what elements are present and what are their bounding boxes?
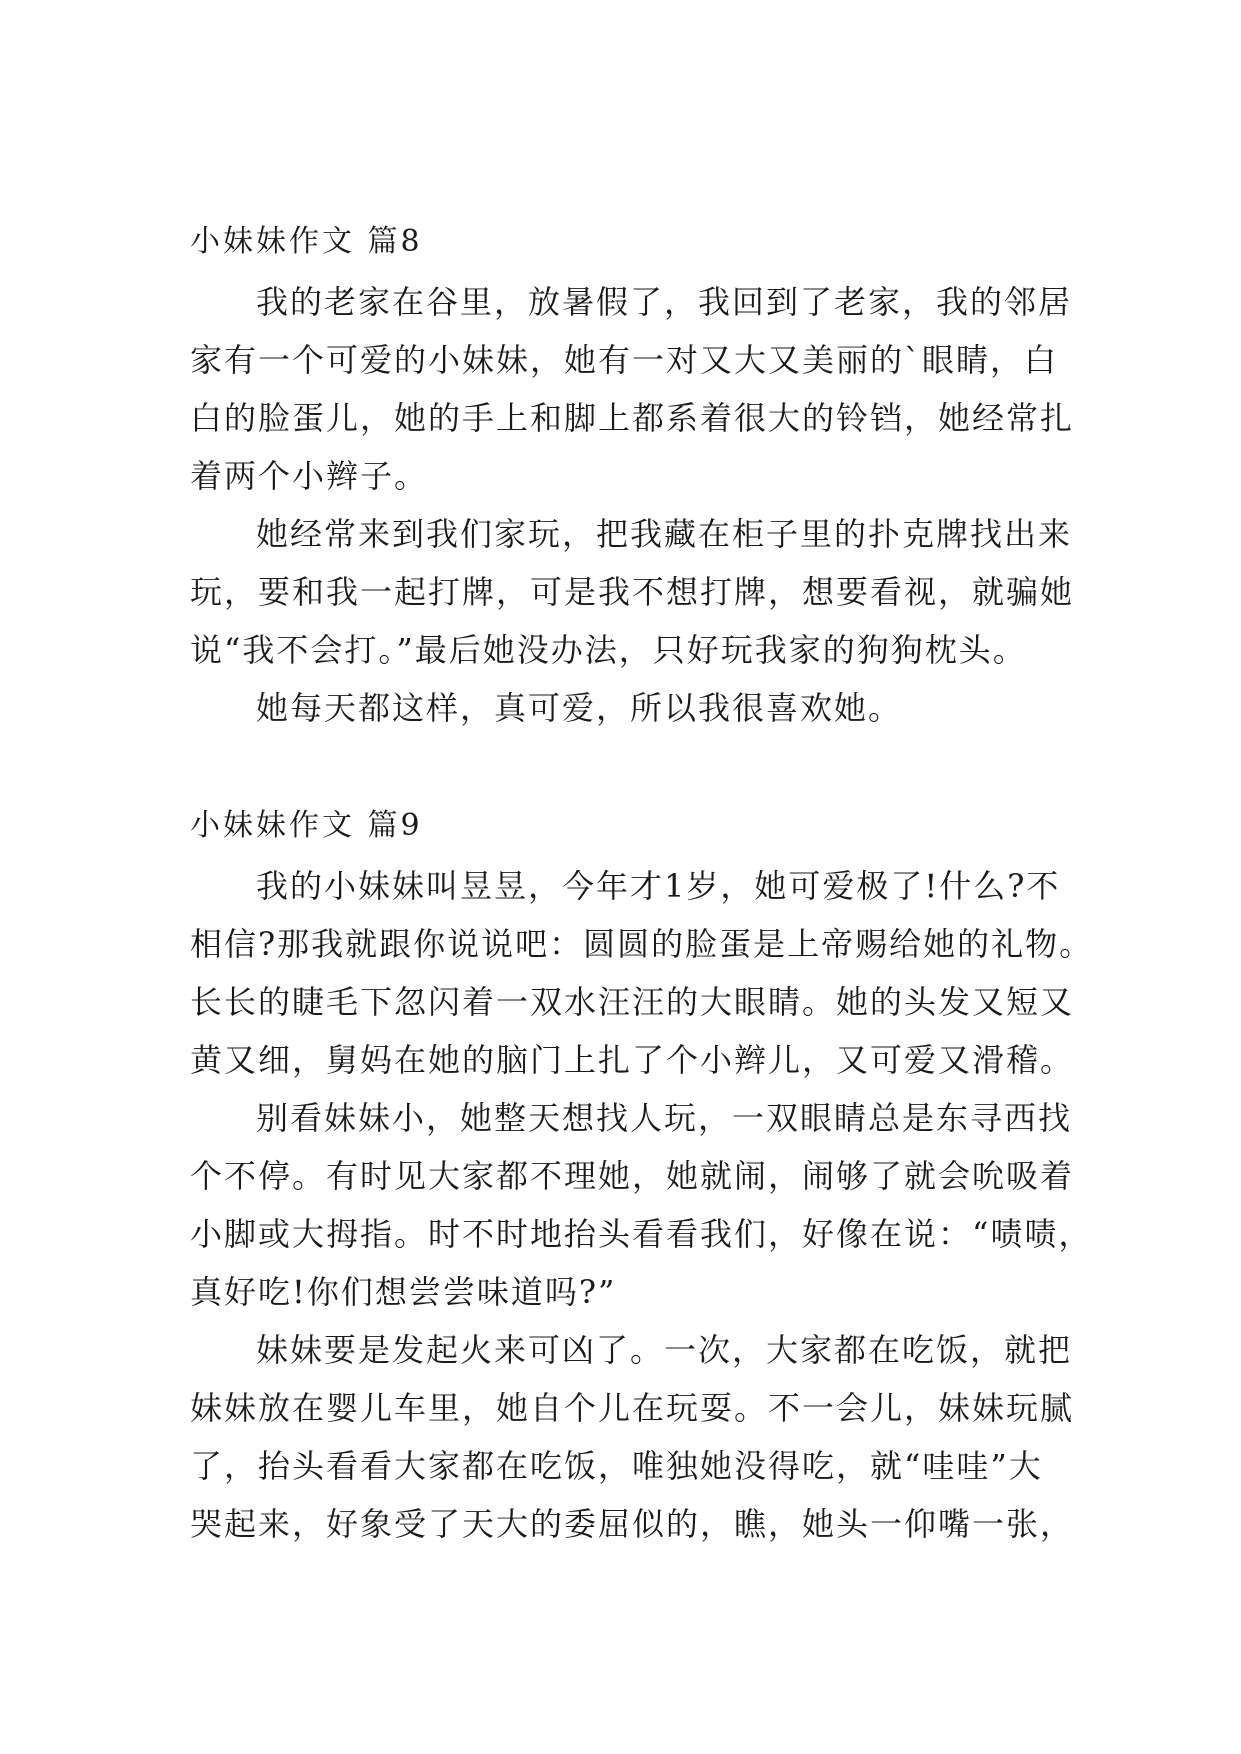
paragraph-line: 我的小妹妹叫昱昱，今年才1岁，她可爱极了!什么?不 [256, 867, 1061, 905]
section-heading: 小妹妹作文 篇8 [190, 224, 423, 259]
paragraph-line: 了，抬头看看大家都在吃饭，唯独她没得吃，就“哇哇”大 [190, 1447, 1043, 1485]
paragraph-line: 个不停。有时见大家都不理她，她就闹，闹够了就会吮吸着 [190, 1157, 1075, 1195]
paragraph-line: 她经常来到我们家玩，把我藏在柜子里的扑克牌找出来 [256, 515, 1073, 553]
paragraph-line: 着两个小辫子。 [190, 457, 429, 495]
paragraph-line: 黄又细，舅妈在她的脑门上扎了个小辫儿，又可爱又滑稽。 [190, 1041, 1075, 1079]
paragraph-line: 说“我不会打。”最后她没办法，只好玩我家的狗狗枕头。 [190, 631, 1027, 669]
paragraph-line: 别看妹妹小，她整天想找人玩，一双眼睛总是东寻西找 [256, 1099, 1073, 1137]
paragraph-line: 真好吃!你们想尝尝味道吗?” [190, 1273, 617, 1311]
paragraph-line: 玩，要和我一起打牌，可是我不想打牌，想要看视，就骗她 [190, 573, 1075, 611]
paragraph-line: 相信?那我就跟你说说吧：圆圆的脸蛋是上帝赐给她的礼物。 [190, 925, 1094, 963]
paragraph-line: 哭起来，好象受了天大的委屈似的，瞧，她头一仰嘴一张， [190, 1505, 1075, 1543]
paragraph-line: 我的老家在谷里，放暑假了，我回到了老家，我的邻居 [256, 283, 1073, 321]
paragraph-line: 白的脸蛋儿，她的手上和脚上都系着很大的铃铛，她经常扎 [190, 399, 1075, 437]
paragraph-line: 妹妹要是发起火来可凶了。一次，大家都在吃饭，就把 [256, 1331, 1073, 1369]
paragraph-line: 长长的睫毛下忽闪着一双水汪汪的大眼睛。她的头发又短又 [190, 983, 1075, 1021]
paragraph-line: 小脚或大拇指。时不时地抬头看看我们，好像在说：“啧啧， [190, 1215, 1093, 1253]
paragraph-line: 她每天都这样，真可爱，所以我很喜欢她。 [256, 689, 903, 727]
paragraph-line: 妹妹放在婴儿车里，她自个儿在玩耍。不一会儿，妹妹玩腻 [190, 1389, 1075, 1427]
section-heading: 小妹妹作文 篇9 [190, 808, 423, 843]
paragraph-line: 家有一个可爱的小妹妹，她有一对又大又美丽的`眼睛，白 [190, 341, 1059, 379]
